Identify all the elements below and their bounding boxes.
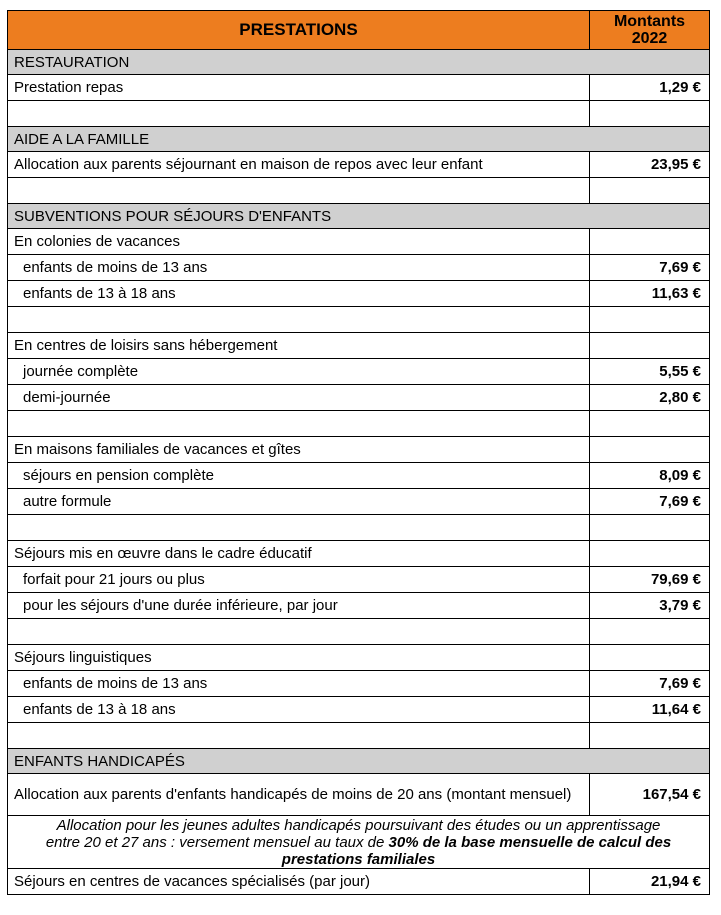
section-title: ENFANTS HANDICAPÉS — [8, 749, 710, 773]
table-row — [8, 359, 710, 385]
blank-row — [8, 723, 710, 749]
header-prestations: PRESTATIONS — [8, 11, 590, 49]
row-label: journée complète — [8, 359, 590, 384]
blank-row — [8, 515, 710, 541]
note-line2: entre 20 et 27 ans : versement mensuel au taux de — [45, 833, 389, 851]
row-value: 23,95 € — [590, 152, 710, 177]
header-montants — [590, 11, 710, 49]
row-label: séjours en pension complète — [8, 463, 590, 488]
section-handicapes — [8, 749, 710, 774]
blank-row — [8, 307, 710, 333]
section-title: AIDE A LA FAMILLE — [8, 127, 710, 151]
group-row — [8, 333, 710, 359]
row-label: autre formule — [8, 489, 590, 514]
table-row — [8, 869, 710, 895]
section-title: RESTAURATION — [8, 50, 710, 74]
table-row — [8, 697, 710, 723]
section-subventions — [8, 204, 710, 229]
row-value: 21,94 € — [590, 869, 710, 894]
row-value: 7,69 € — [590, 671, 710, 696]
row-value: 2,80 € — [590, 385, 710, 410]
group-row — [8, 645, 710, 671]
blank-row — [8, 178, 710, 204]
blank-row — [8, 101, 710, 127]
blank-row — [8, 619, 710, 645]
row-value: 1,29 € — [590, 75, 710, 100]
row-value: 3,79 € — [590, 593, 710, 618]
group-row — [8, 437, 710, 463]
section-title: SUBVENTIONS POUR SÉJOURS D'ENFANTS — [8, 204, 710, 228]
note-bold: 30% de la base mensuelle de calcul des prestations familiales — [281, 833, 672, 868]
group-label: En centres de loisirs sans hébergement — [8, 333, 590, 358]
table-row — [8, 75, 710, 101]
header-montants-line2: 2022 — [631, 30, 668, 47]
row-label: forfait pour 21 jours ou plus — [8, 567, 590, 592]
section-restauration — [8, 50, 710, 75]
row-label: enfants de 13 à 18 ans — [8, 281, 590, 306]
group-label: Séjours linguistiques — [8, 645, 590, 670]
table-row — [8, 567, 710, 593]
row-label: pour les séjours d'une durée inférieure, par jour — [8, 593, 590, 618]
group-row — [8, 229, 710, 255]
table-row — [8, 255, 710, 281]
row-label: Prestation repas — [8, 75, 590, 100]
row-label: demi-journée — [8, 385, 590, 410]
group-row — [8, 541, 710, 567]
table-row — [8, 671, 710, 697]
row-value: 8,09 € — [590, 463, 710, 488]
note-row — [8, 816, 710, 869]
table-row — [8, 281, 710, 307]
table-row — [8, 152, 710, 178]
table-row — [8, 463, 710, 489]
prestations-table — [7, 10, 710, 895]
blank-row — [8, 411, 710, 437]
section-aide-famille — [8, 127, 710, 152]
group-label: Séjours mis en œuvre dans le cadre éducatif — [8, 541, 590, 566]
group-label: En colonies de vacances — [8, 229, 590, 254]
row-value: 5,55 € — [590, 359, 710, 384]
row-value: 79,69 € — [590, 567, 710, 592]
table-header — [8, 11, 710, 50]
row-value: 7,69 € — [590, 255, 710, 280]
row-label: enfants de 13 à 18 ans — [8, 697, 590, 722]
table-row — [8, 774, 710, 816]
row-value: 11,64 € — [590, 697, 710, 722]
table-row — [8, 489, 710, 515]
header-montants-line1: Montants — [613, 13, 686, 30]
table-row — [8, 593, 710, 619]
group-label: En maisons familiales de vacances et gîtes — [8, 437, 590, 462]
note-line1: Allocation pour les jeunes adultes handicapés poursuivant des études ou un apprentissage — [56, 816, 661, 834]
table-row — [8, 385, 710, 411]
row-value: 167,54 € — [590, 774, 710, 815]
row-label: Séjours en centres de vacances spécialisés (par jour) — [8, 869, 590, 894]
row-value: 11,63 € — [590, 281, 710, 306]
note-text — [8, 816, 710, 868]
row-label: enfants de moins de 13 ans — [8, 671, 590, 696]
row-label: Allocation aux parents d'enfants handicapés de moins de 20 ans (montant mensuel) — [8, 774, 590, 815]
row-label: enfants de moins de 13 ans — [8, 255, 590, 280]
row-value: 7,69 € — [590, 489, 710, 514]
row-label: Allocation aux parents séjournant en maison de repos avec leur enfant — [8, 152, 590, 177]
